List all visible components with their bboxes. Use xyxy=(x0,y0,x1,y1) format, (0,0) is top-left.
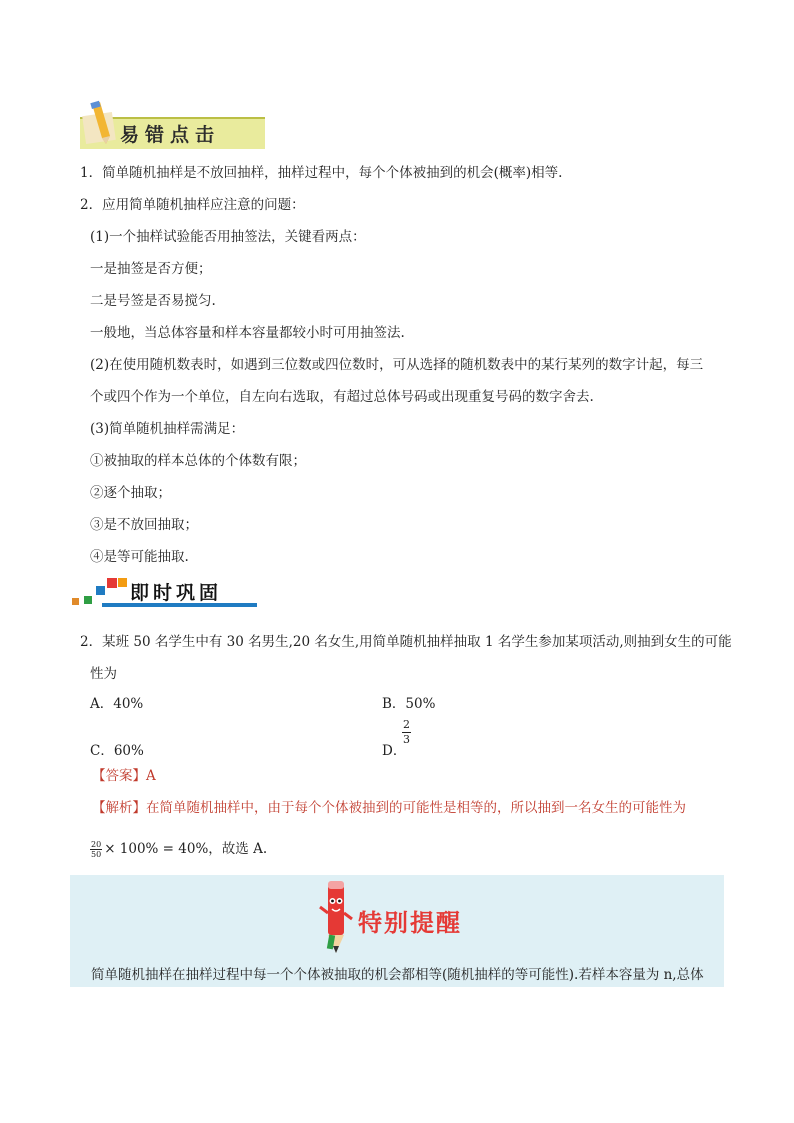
fraction-numerator: 2 xyxy=(403,718,410,731)
list-item: ①被抽取的样本总体的个体数有限； xyxy=(90,453,306,469)
fraction-numerator: 20 xyxy=(91,840,102,849)
question-text: 性为 xyxy=(90,666,117,682)
option-b: B．50% xyxy=(382,696,436,712)
list-item: 2．应用简单随机抽样应注意的问题： xyxy=(80,197,305,213)
section-title: 即时巩固 xyxy=(130,582,223,604)
answer-line xyxy=(92,767,156,785)
option-d-fraction xyxy=(402,718,411,747)
list-item: (2)在使用随机数表时，如遇到三位数或四位数时，可从选择的随机数表中的某行某列的数字计起，每三 xyxy=(90,357,704,373)
analysis-formula xyxy=(90,840,267,859)
decor-square xyxy=(72,598,79,605)
formula-tail: × 100% = 40%，故选 A. xyxy=(104,841,268,857)
decor-square xyxy=(107,578,117,588)
reminder-box xyxy=(70,875,724,987)
analysis-line xyxy=(92,799,686,817)
list-item: 一是抽签是否方便； xyxy=(90,261,212,277)
section-banner-practice xyxy=(72,576,257,610)
fraction-denominator: 3 xyxy=(403,733,410,746)
list-item: (1)一个抽样试验能否用抽签法，关键看两点： xyxy=(90,229,366,245)
list-item: 二是号签是否易搅匀. xyxy=(90,293,216,309)
option-a: A．40% xyxy=(90,696,144,712)
list-item: 一般地，当总体容量和样本容量都较小时可用抽签法. xyxy=(90,325,405,341)
fraction-denominator: 50 xyxy=(91,850,102,859)
list-item: ②逐个抽取； xyxy=(90,485,171,501)
question-text: 2．某班 50 名学生中有 30 名男生,20 名女生,用简单随机抽样抽取 1 名学生参加某项活动,则抽到女生的可能 xyxy=(80,634,732,650)
analysis-label: 【解析】 xyxy=(92,800,146,816)
decor-square xyxy=(84,596,92,604)
list-item: (3)简单随机抽样需满足： xyxy=(90,421,245,437)
list-item: 个或四个作为一个单位，自左向右选取，有超过总体号码或出现重复号码的数字舍去. xyxy=(90,389,594,405)
answer-label: 【答案】 xyxy=(92,768,146,784)
formula-fraction xyxy=(90,840,102,859)
analysis-text: 在简单随机抽样中，由于每个个体被抽到的可能性是相等的，所以抽到一名女生的可能性为 xyxy=(146,800,686,816)
reminder-title: 特别提醒 xyxy=(358,909,462,937)
list-item: ④是等可能抽取. xyxy=(90,549,189,565)
decor-square xyxy=(118,578,127,587)
list-item: ③是不放回抽取； xyxy=(90,517,198,533)
section-banner-mistakes xyxy=(80,100,265,148)
pencil-mascot-icon xyxy=(316,879,356,957)
option-c: C．60% xyxy=(90,743,144,759)
answer-value: A xyxy=(146,768,156,784)
option-d-label: D． xyxy=(382,743,407,759)
section-title: 易错点击 xyxy=(120,124,221,146)
list-item: 1．简单随机抽样是不放回抽样，抽样过程中，每个个体被抽到的机会(概率)相等. xyxy=(80,165,563,181)
reminder-body: 简单随机抽样在抽样过程中每一个个体被抽取的机会都相等(随机抽样的等可能性).若样本容量为 n,总体 xyxy=(91,967,704,983)
decor-square xyxy=(96,586,105,595)
